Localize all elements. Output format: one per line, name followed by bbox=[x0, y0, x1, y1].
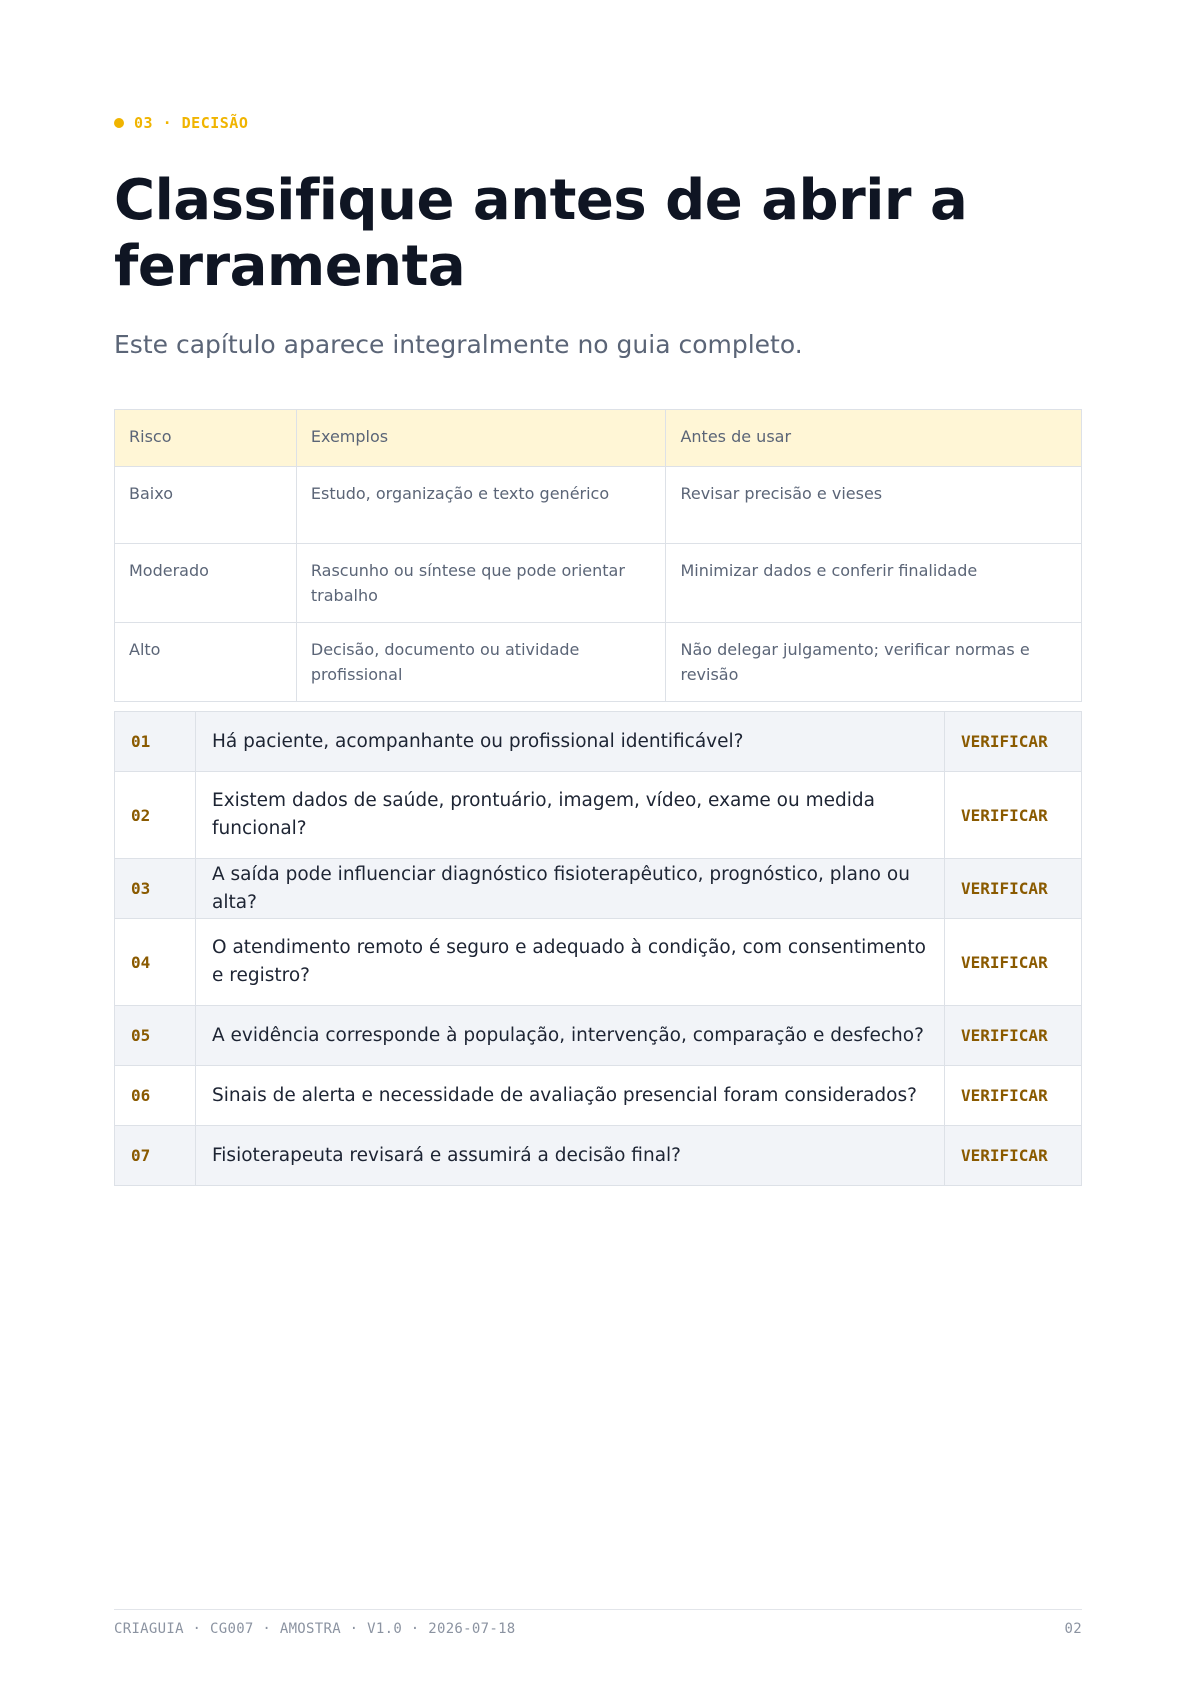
verify-tag: VERIFICAR bbox=[945, 1006, 1082, 1066]
risk-table-header-row bbox=[115, 410, 1082, 467]
risk-examples: Rascunho ou síntese que pode orientar trabalho bbox=[296, 544, 666, 623]
risk-before-use: Não delegar julgamento; verificar normas e revisão bbox=[666, 623, 1082, 702]
footer-divider bbox=[114, 1609, 1082, 1610]
checklist-row bbox=[115, 772, 1082, 859]
checklist-row bbox=[115, 712, 1082, 772]
checklist-table bbox=[114, 711, 1082, 1186]
footer-document-info: CRIAGUIA · CG007 · AMOSTRA · V1.0 · 2026-07-18 bbox=[114, 1621, 516, 1637]
risk-before-use: Minimizar dados e conferir finalidade bbox=[666, 544, 1082, 623]
footer-page-number: 02 bbox=[1064, 1621, 1082, 1637]
risk-header-antes-de-usar: Antes de usar bbox=[666, 410, 1082, 467]
verify-tag: VERIFICAR bbox=[945, 859, 1082, 919]
risk-row-alto bbox=[115, 623, 1082, 702]
risk-row-moderado bbox=[115, 544, 1082, 623]
risk-header-risco: Risco bbox=[115, 410, 297, 467]
checklist-row bbox=[115, 1066, 1082, 1126]
checklist-question: Fisioterapeuta revisará e assumirá a decisão final? bbox=[196, 1126, 945, 1186]
verify-tag: VERIFICAR bbox=[945, 1126, 1082, 1186]
risk-table bbox=[114, 409, 1082, 702]
risk-level: Baixo bbox=[115, 467, 297, 544]
page-subtitle: Este capítulo aparece integralmente no guia completo. bbox=[114, 330, 803, 359]
risk-examples: Decisão, documento ou atividade profissional bbox=[296, 623, 666, 702]
section-eyebrow bbox=[114, 114, 248, 132]
checklist-question: Há paciente, acompanhante ou profissional identificável? bbox=[196, 712, 945, 772]
checklist-question: Existem dados de saúde, prontuário, imagem, vídeo, exame ou medida funcional? bbox=[196, 772, 945, 859]
section-dot-icon bbox=[114, 118, 124, 128]
checklist-question: A evidência corresponde à população, intervenção, comparação e desfecho? bbox=[196, 1006, 945, 1066]
verify-tag: VERIFICAR bbox=[945, 712, 1082, 772]
checklist-number: 05 bbox=[115, 1006, 196, 1066]
verify-tag: VERIFICAR bbox=[945, 919, 1082, 1006]
checklist-number: 02 bbox=[115, 772, 196, 859]
page-title: Classifique antes de abrir a ferramenta bbox=[114, 168, 968, 299]
checklist-row bbox=[115, 1126, 1082, 1186]
checklist-number: 04 bbox=[115, 919, 196, 1006]
risk-level: Alto bbox=[115, 623, 297, 702]
checklist-number: 03 bbox=[115, 859, 196, 919]
checklist-question: O atendimento remoto é seguro e adequado à condição, com consentimento e registro? bbox=[196, 919, 945, 1006]
risk-row-baixo bbox=[115, 467, 1082, 544]
page-footer bbox=[114, 1621, 1082, 1637]
verify-tag: VERIFICAR bbox=[945, 772, 1082, 859]
risk-header-exemplos: Exemplos bbox=[296, 410, 666, 467]
checklist-question: Sinais de alerta e necessidade de avaliação presencial foram considerados? bbox=[196, 1066, 945, 1126]
checklist-row bbox=[115, 1006, 1082, 1066]
risk-before-use: Revisar precisão e vieses bbox=[666, 467, 1082, 544]
checklist-number: 06 bbox=[115, 1066, 196, 1126]
checklist-number: 07 bbox=[115, 1126, 196, 1186]
verify-tag: VERIFICAR bbox=[945, 1066, 1082, 1126]
checklist-question: A saída pode influenciar diagnóstico fisioterapêutico, prognóstico, plano ou alta? bbox=[196, 859, 945, 919]
checklist-row bbox=[115, 859, 1082, 919]
checklist-number: 01 bbox=[115, 712, 196, 772]
checklist-row bbox=[115, 919, 1082, 1006]
section-label: 03 · DECISÃO bbox=[134, 114, 249, 132]
risk-examples: Estudo, organização e texto genérico bbox=[296, 467, 666, 544]
risk-level: Moderado bbox=[115, 544, 297, 623]
